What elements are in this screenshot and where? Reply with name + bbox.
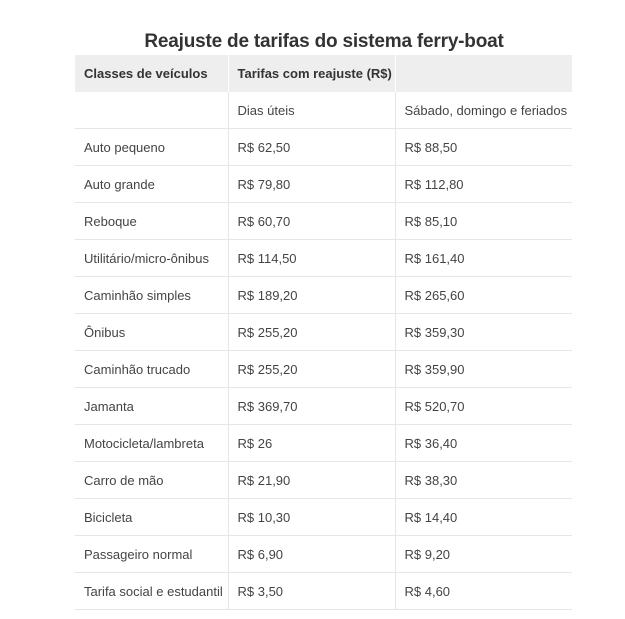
cell-weekend-fare: R$ 112,80 xyxy=(395,166,572,203)
cell-vehicle-class: Bicicleta xyxy=(75,499,228,536)
cell-weekday-fare: R$ 21,90 xyxy=(228,462,395,499)
fare-table xyxy=(75,55,572,610)
cell-weekend-fare: R$ 265,60 xyxy=(395,277,572,314)
cell-weekday-fare: R$ 114,50 xyxy=(228,240,395,277)
table-row xyxy=(75,351,572,388)
table-row xyxy=(75,573,572,610)
cell-weekend-fare: R$ 36,40 xyxy=(395,425,572,462)
cell-weekday-fare: R$ 62,50 xyxy=(228,129,395,166)
cell-weekend-fare: R$ 14,40 xyxy=(395,499,572,536)
cell-vehicle-class: Jamanta xyxy=(75,388,228,425)
cell-weekend-fare: R$ 161,40 xyxy=(395,240,572,277)
cell-vehicle-class: Auto pequeno xyxy=(75,129,228,166)
cell-vehicle-class: Ônibus xyxy=(75,314,228,351)
table-body xyxy=(75,92,572,610)
subheader-weekends: Sábado, domingo e feriados xyxy=(395,92,572,129)
subheader-weekdays: Dias úteis xyxy=(228,92,395,129)
cell-weekend-fare: R$ 359,30 xyxy=(395,314,572,351)
subheader-row xyxy=(75,92,572,129)
subheader-empty xyxy=(75,92,228,129)
table-row xyxy=(75,499,572,536)
cell-vehicle-class: Motocicleta/lambreta xyxy=(75,425,228,462)
table-row xyxy=(75,166,572,203)
cell-weekend-fare: R$ 88,50 xyxy=(395,129,572,166)
cell-weekday-fare: R$ 3,50 xyxy=(228,573,395,610)
cell-weekday-fare: R$ 255,20 xyxy=(228,351,395,388)
cell-weekend-fare: R$ 520,70 xyxy=(395,388,572,425)
cell-vehicle-class: Caminhão simples xyxy=(75,277,228,314)
cell-vehicle-class: Reboque xyxy=(75,203,228,240)
table-row xyxy=(75,425,572,462)
cell-vehicle-class: Caminhão trucado xyxy=(75,351,228,388)
table-row xyxy=(75,314,572,351)
cell-weekend-fare: R$ 85,10 xyxy=(395,203,572,240)
table-row xyxy=(75,536,572,573)
table-row xyxy=(75,240,572,277)
header-vehicle-class: Classes de veículos xyxy=(75,55,228,92)
cell-weekend-fare: R$ 9,20 xyxy=(395,536,572,573)
table-header xyxy=(75,55,572,92)
table-row xyxy=(75,129,572,166)
cell-weekday-fare: R$ 369,70 xyxy=(228,388,395,425)
cell-weekend-fare: R$ 4,60 xyxy=(395,573,572,610)
cell-vehicle-class: Utilitário/micro-ônibus xyxy=(75,240,228,277)
cell-weekday-fare: R$ 255,20 xyxy=(228,314,395,351)
cell-vehicle-class: Carro de mão xyxy=(75,462,228,499)
table-row xyxy=(75,203,572,240)
cell-weekday-fare: R$ 60,70 xyxy=(228,203,395,240)
table-row xyxy=(75,277,572,314)
cell-weekday-fare: R$ 10,30 xyxy=(228,499,395,536)
header-row xyxy=(75,55,572,92)
cell-vehicle-class: Passageiro normal xyxy=(75,536,228,573)
table-row xyxy=(75,388,572,425)
cell-weekday-fare: R$ 79,80 xyxy=(228,166,395,203)
page-title: Reajuste de tarifas do sistema ferry-boat xyxy=(144,31,504,52)
cell-weekday-fare: R$ 189,20 xyxy=(228,277,395,314)
cell-weekday-fare: R$ 6,90 xyxy=(228,536,395,573)
header-empty xyxy=(395,55,572,92)
cell-vehicle-class: Tarifa social e estudantil xyxy=(75,573,228,610)
cell-weekend-fare: R$ 359,90 xyxy=(395,351,572,388)
header-fares: Tarifas com reajuste (R$) xyxy=(228,55,395,92)
cell-weekday-fare: R$ 26 xyxy=(228,425,395,462)
table-row xyxy=(75,462,572,499)
cell-weekend-fare: R$ 38,30 xyxy=(395,462,572,499)
cell-vehicle-class: Auto grande xyxy=(75,166,228,203)
